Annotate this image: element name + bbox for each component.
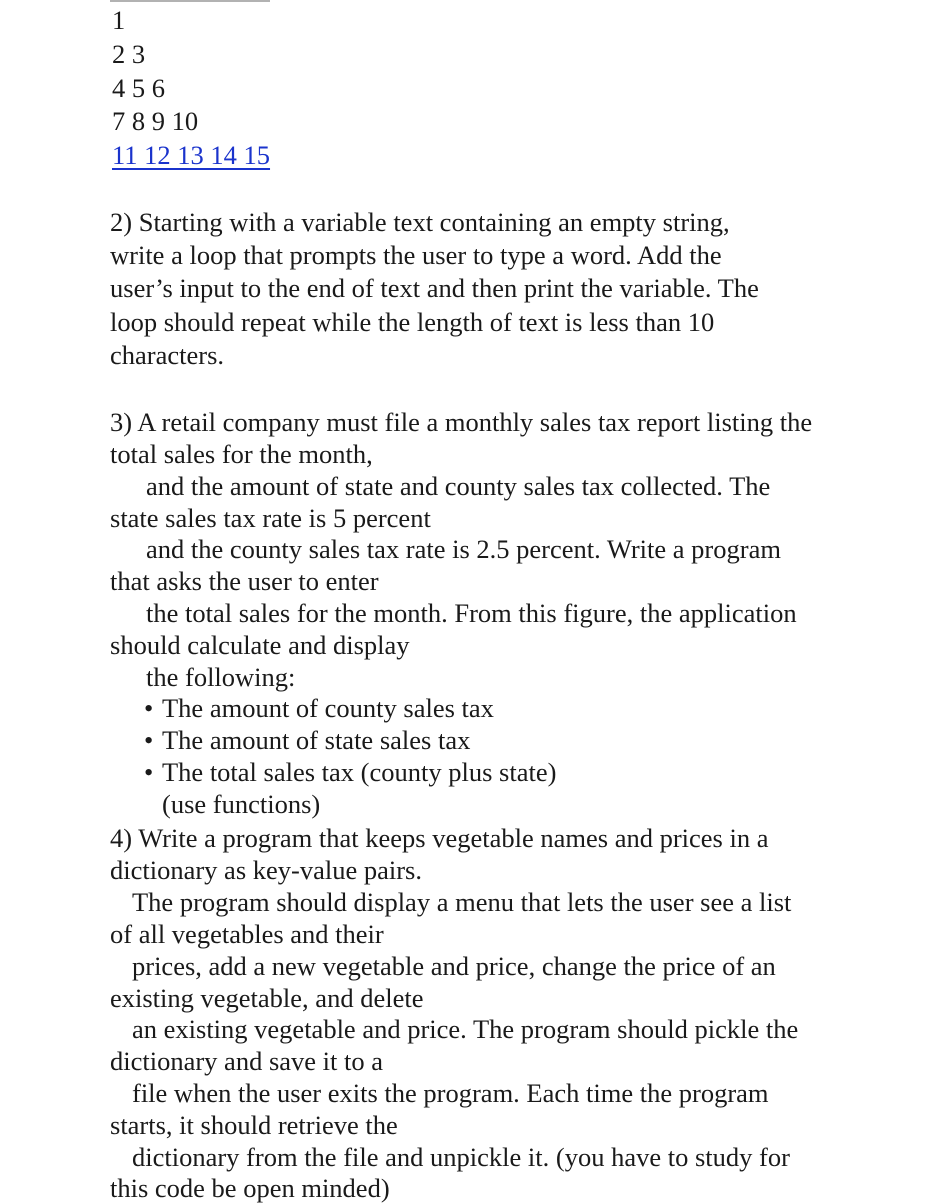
q3-bullet-1-text: The amount of county sales tax (162, 693, 494, 723)
q3-line-8: should calculate and display (110, 630, 410, 660)
q3-line-5: and the county sales tax rate is 2.5 percent. Write a program (146, 534, 781, 564)
q4-line-4: of all vegetables and their (110, 919, 384, 949)
bullet-icon: • (144, 693, 154, 723)
q4-line-10: starts, it should retrieve the (110, 1110, 398, 1140)
pyramid-row-3: 4 5 6 (112, 73, 165, 103)
pyramid-row-1: 1 (112, 5, 126, 35)
q3-bullet-3 (144, 756, 556, 788)
q4-line-9: file when the user exits the program. Each time the program (132, 1078, 769, 1108)
q4-line-3: The program should display a menu that lets the user see a list (132, 887, 792, 917)
q3-line-7: the total sales for the month. From this figure, the application (146, 598, 797, 628)
q4-line-8: dictionary and save it to a (110, 1046, 384, 1076)
pyramid-row-5-link[interactable]: 11 12 13 14 15 (112, 140, 271, 170)
q2-line-5: characters. (110, 340, 225, 370)
q4-line-12: this code be open minded) (110, 1173, 390, 1203)
q4-line-5: prices, add a new vegetable and price, change the price of an (132, 951, 776, 981)
q3-bullet-2 (144, 724, 470, 756)
q4-line-1: 4) Write a program that keeps vegetable names and prices in a (110, 823, 769, 853)
pyramid-row-2: 2 3 (112, 39, 146, 69)
q3-bullet-1 (144, 692, 494, 724)
q2-line-3: user’s input to the end of text and then print the variable. The (110, 273, 759, 303)
q4-line-7: an existing vegetable and price. The program should pickle the (132, 1014, 799, 1044)
q3-line-6: that asks the user to enter (110, 566, 379, 596)
q2-line-1: 2) Starting with a variable text containing an empty string, (110, 207, 730, 237)
q4-line-6: existing vegetable, and delete (110, 983, 424, 1013)
q3-bullet-2-text: The amount of state sales tax (162, 725, 471, 755)
q3-line-9: the following: (146, 662, 296, 692)
cropped-text-fragment (110, 0, 270, 2)
q3-line-2: total sales for the month, (110, 439, 373, 469)
q3-note: (use functions) (162, 789, 321, 819)
pyramid-row-4: 7 8 9 10 (112, 106, 199, 136)
q3-bullet-3-text: The total sales tax (county plus state) (162, 757, 557, 787)
bullet-icon: • (144, 725, 154, 755)
q3-line-4: state sales tax rate is 5 percent (110, 503, 431, 533)
q2-line-2: write a loop that prompts the user to type a word. Add the (110, 240, 722, 270)
q4-line-11: dictionary from the file and unpickle it. (you have to study for (132, 1142, 790, 1172)
q3-line-3: and the amount of state and county sales tax collected. The (146, 471, 771, 501)
q3-line-1: 3) A retail company must file a monthly sales tax report listing the (110, 407, 813, 437)
q2-line-4: loop should repeat while the length of text is less than 10 (110, 307, 715, 337)
q4-line-2: dictionary as key-value pairs. (110, 855, 422, 885)
bullet-icon: • (144, 757, 154, 787)
